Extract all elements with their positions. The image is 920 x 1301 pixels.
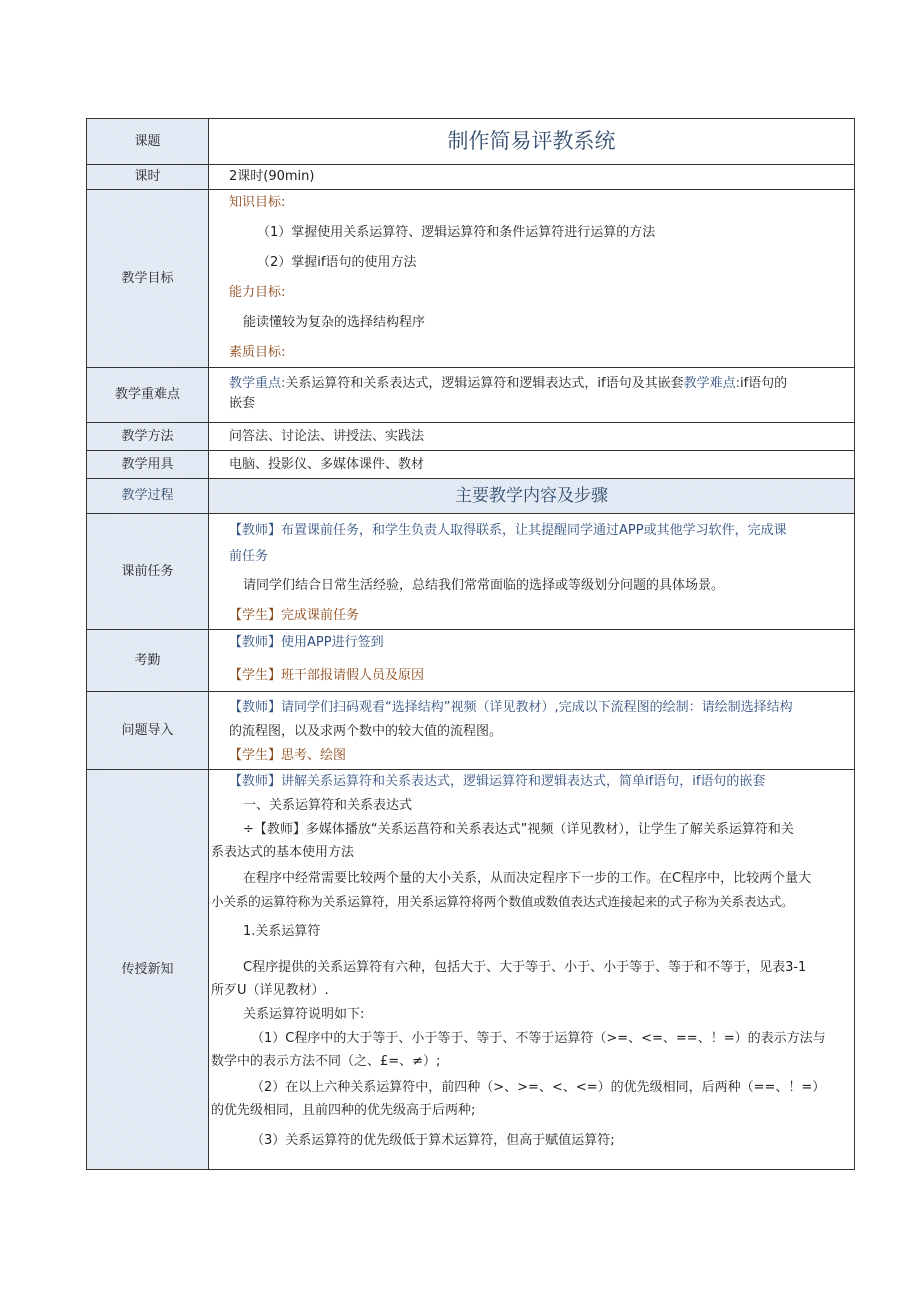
difficulty-heading: 教学难点: bbox=[683, 376, 740, 391]
tools-label: 教学用具 bbox=[87, 451, 209, 479]
ability-heading: 能力目标: bbox=[229, 285, 286, 300]
lesson-title: 制作简易评教系统 bbox=[447, 129, 616, 153]
attendance-teacher-tag: 【教师】 bbox=[229, 635, 282, 650]
teach-paragraph-2: C程序提供的关系运算符有六种，包括大于、大于等于、小于、小于等于、等于和不等于，见表3-1 bbox=[243, 960, 807, 975]
lesson-plan bbox=[86, 118, 855, 1170]
attendance-content bbox=[209, 630, 855, 692]
quality-heading: 素质目标: bbox=[229, 345, 286, 360]
attendance-teacher-text: 使用APP进行签到 bbox=[281, 635, 384, 650]
pretask-body: 请同学们结合日常生活经验，总结我们常常面临的选择或等级划分问题的具体场景。 bbox=[243, 578, 725, 593]
pretask-student-tag: 【学生】 bbox=[229, 608, 282, 623]
teach-note-1: （1）C程序中的大于等于、小于等于、等于、不等于运算符（>=、<=、==、！=）的表示方法与 bbox=[251, 1031, 826, 1046]
intro-label: 问题导入 bbox=[87, 692, 209, 770]
teach-paragraph-1b: 小关系的运算符称为关系运算符，用关系运算符将两个数值或数值表达式连接起来的式子称为关系表达式。 bbox=[211, 894, 794, 909]
title-value bbox=[209, 119, 855, 165]
intro-student-tag: 【学生】 bbox=[229, 748, 282, 763]
intro-student-text: 思考、绘图 bbox=[281, 748, 347, 763]
key-heading: 教学重点: bbox=[229, 376, 286, 391]
process-heading: 主要教学内容及步骤 bbox=[209, 479, 855, 514]
teach-note-3: （3）关系运算符的优先级低于算术运算符，但高于赋值运算符; bbox=[251, 1133, 615, 1148]
difficulty-text-2: 嵌套 bbox=[229, 396, 256, 411]
pretask-label: 课前任务 bbox=[87, 514, 209, 630]
intro-teacher-text-2: 的流程图，以及求两个数中的较大值的流程图。 bbox=[229, 724, 503, 739]
teach-section-heading: 一、关系运算符和关系表达式 bbox=[243, 798, 413, 813]
attendance-label: 考勤 bbox=[87, 630, 209, 692]
pretask-teacher-tag: 【教师】 bbox=[229, 523, 282, 538]
attendance-student-text: 班干部报请假人员及原因 bbox=[281, 668, 425, 683]
lesson-table bbox=[86, 118, 855, 1170]
teach-note-2b: 的优先级相同，且前四种的优先级高于后两种; bbox=[211, 1103, 476, 1118]
teach-video-line-2: 系表达式的基本使用方法 bbox=[211, 845, 355, 860]
hours-label: 课时 bbox=[87, 165, 209, 190]
title-label: 课题 bbox=[87, 119, 209, 165]
knowledge-item-2: （2）掌握if语句的使用方法 bbox=[257, 255, 417, 270]
ability-item-1: 能读懂较为复杂的选择结构程序 bbox=[243, 315, 426, 330]
knowledge-heading: 知识目标: bbox=[229, 195, 286, 210]
difficulty-text: if语句的 bbox=[739, 376, 788, 391]
goals-label: 教学目标 bbox=[87, 190, 209, 368]
process-label: 教学过程 bbox=[87, 479, 209, 514]
teach-teacher-tag: 【教师】 bbox=[229, 774, 282, 789]
intro-content bbox=[209, 692, 855, 770]
tools-value: 电脑、投影仪、多媒体课件、教材 bbox=[209, 451, 855, 479]
keypoints-content bbox=[209, 368, 855, 423]
pretask-teacher-text: 布置课前任务，和学生负责人取得联系，让其提醒同学通过APP或其他学习软件，完成课 bbox=[281, 523, 787, 538]
teach-paragraph-2b: 所歹U（详见教材）. bbox=[211, 983, 329, 998]
pretask-student-text: 完成课前任务 bbox=[281, 608, 360, 623]
knowledge-item-1: （1）掌握使用关系运算符、逻辑运算符和条件运算符进行运算的方法 bbox=[257, 225, 656, 240]
teach-video-line: ÷【教师】多媒体播放“关系运菖符和关系表达式”视频（详见教材），让学生了解关系运算符和关 bbox=[243, 822, 794, 837]
goals-content bbox=[209, 190, 855, 368]
methods-value: 问答法、讨论法、讲授法、实践法 bbox=[209, 423, 855, 451]
teach-note-1b: 数学中的表示方法不同（之、£=、≠）; bbox=[211, 1054, 441, 1069]
intro-teacher-text: 请同学们扫码观看“选择结构”视频（详见教材）,完成以下流程图的绘制：请绘制选择结构 bbox=[281, 700, 793, 715]
methods-label: 教学方法 bbox=[87, 423, 209, 451]
intro-teacher-tag: 【教师】 bbox=[229, 700, 282, 715]
teach-teacher-text: 讲解关系运算符和关系表达式，逻辑运算符和逻辑表达式，简单if语句，if语句的嵌套 bbox=[281, 774, 766, 789]
attendance-student-tag: 【学生】 bbox=[229, 668, 282, 683]
teach-content bbox=[209, 770, 855, 1170]
pretask-teacher-text-2: 前任务 bbox=[229, 549, 269, 564]
keypoints-label: 教学重难点 bbox=[87, 368, 209, 423]
teach-subheading: 1.关系运算符 bbox=[243, 924, 321, 939]
key-text: 关系运算符和关系表达式，逻辑运算符和逻辑表达式，if语句及其嵌套 bbox=[285, 376, 684, 391]
pretask-content bbox=[209, 514, 855, 630]
teach-label: 传授新知 bbox=[87, 770, 209, 1170]
teach-note-2: （2）在以上六种关系运算符中，前四种（>、>=、<、<=）的优先级相同，后两种（==、！=） bbox=[251, 1080, 826, 1095]
teach-paragraph-1: 在程序中经常需要比较两个量的大小关系，从而决定程序下一步的工作。在C程序中，比较两个量大 bbox=[243, 871, 812, 886]
teach-note-heading: 关系运算符说明如下: bbox=[243, 1007, 365, 1022]
hours-value: 2课时(90min) bbox=[209, 165, 855, 190]
